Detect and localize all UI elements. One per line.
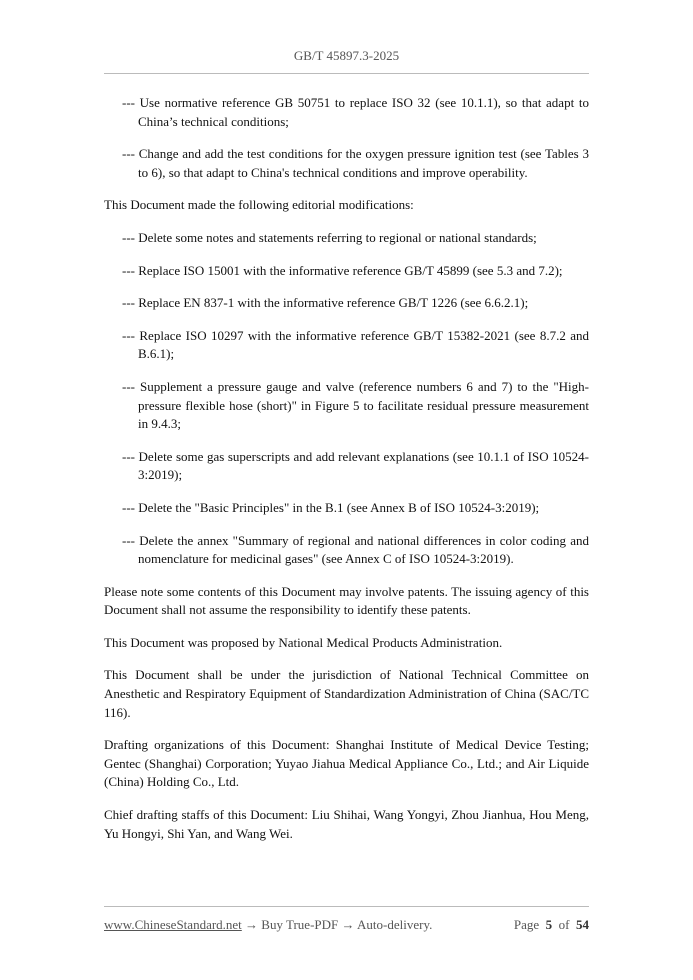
drafting-staff: Chief drafting staffs of this Document: Liu Shihai, Wang Yongyi, Zhou Jianhua, Hou Meng, Yu Hongyi, Shi Yan, and Wang Wei. <box>104 807 589 841</box>
list-item: --- Replace ISO 15001 with the informative reference GB/T 45899 (see 5.3 and 7.2); <box>122 262 563 278</box>
list-item: --- Delete some notes and statements referring to regional or national standards; <box>122 229 537 245</box>
editorial-intro: This Document made the following editorial modifications: <box>104 197 414 213</box>
list-item: --- Delete the "Basic Principles" in the B.1 (see Annex B of ISO 10524-3:2019); <box>122 499 540 515</box>
website-link[interactable]: www.ChineseStandard.net <box>104 917 242 932</box>
list-item: --- Delete some gas superscripts and add relevant explanations (see 10.1.1 of ISO 10524-3:2019); <box>122 448 589 483</box>
list-item: --- Supplement a pressure gauge and valve (reference numbers 6 and 7) to the "High-pressure flexible hose (short)" in Figure 5 to facilitate residual pressure measurement in 9.4.3; <box>122 378 589 432</box>
page-label: Page <box>513 917 540 932</box>
list-item: --- Replace EN 837-1 with the informative reference GB/T 1226 (see 6.6.2.1); <box>122 295 529 311</box>
document-body <box>104 94 589 857</box>
footer-promo <box>104 917 432 933</box>
of-label: of <box>558 917 570 932</box>
drafting-organizations: Drafting organizations of this Document: Shanghai Institute of Medical Device Testing; Gentec (Shanghai) Corporation; Yuyao Jiahua Medical Appliance Co., Ltd.; and Air Liquide (China) Holding Co., Ltd. <box>104 737 589 790</box>
proposer-paragraph: This Document was proposed by National Medical Products Administration. <box>104 634 503 650</box>
footer-divider <box>104 906 589 907</box>
header-divider <box>104 73 589 74</box>
list-item: --- Change and add the test conditions for the oxygen pressure ignition test (see Tables 3 to 6), so that adapt to China's technical conditions and improve operability. <box>122 146 589 180</box>
list-item: --- Use normative reference GB 50751 to replace ISO 32 (see 10.1.1), so that adapt to China’s technical conditions; <box>122 95 589 129</box>
jurisdiction-paragraph: This Document shall be under the jurisdiction of National Technical Committee on Anesthetic and Respiratory Equipment of Standardization Administration of China (SAC/TC 116). <box>104 667 589 720</box>
page-total: 54 <box>576 917 589 932</box>
page-footer <box>104 917 589 933</box>
document-header: GB/T 45897.3-2025 <box>293 48 400 63</box>
list-item: --- Delete the annex "Summary of regional and national differences in color coding and nomenclature for medicinal gases" (see Annex C of ISO 10524-3:2019). <box>122 532 589 567</box>
page-indicator <box>514 917 589 933</box>
footer-promo-text: → Buy True-PDF → Auto-delivery. <box>241 917 433 932</box>
list-item: --- Replace ISO 10297 with the informative reference GB/T 15382-2021 (see 8.7.2 and B.6.1); <box>122 327 589 362</box>
patent-notice: Please note some contents of this Document may involve patents. The issuing agency of this Document shall not assume the responsibility to identify these patents. <box>104 583 589 618</box>
page-number: 5 <box>545 917 553 932</box>
